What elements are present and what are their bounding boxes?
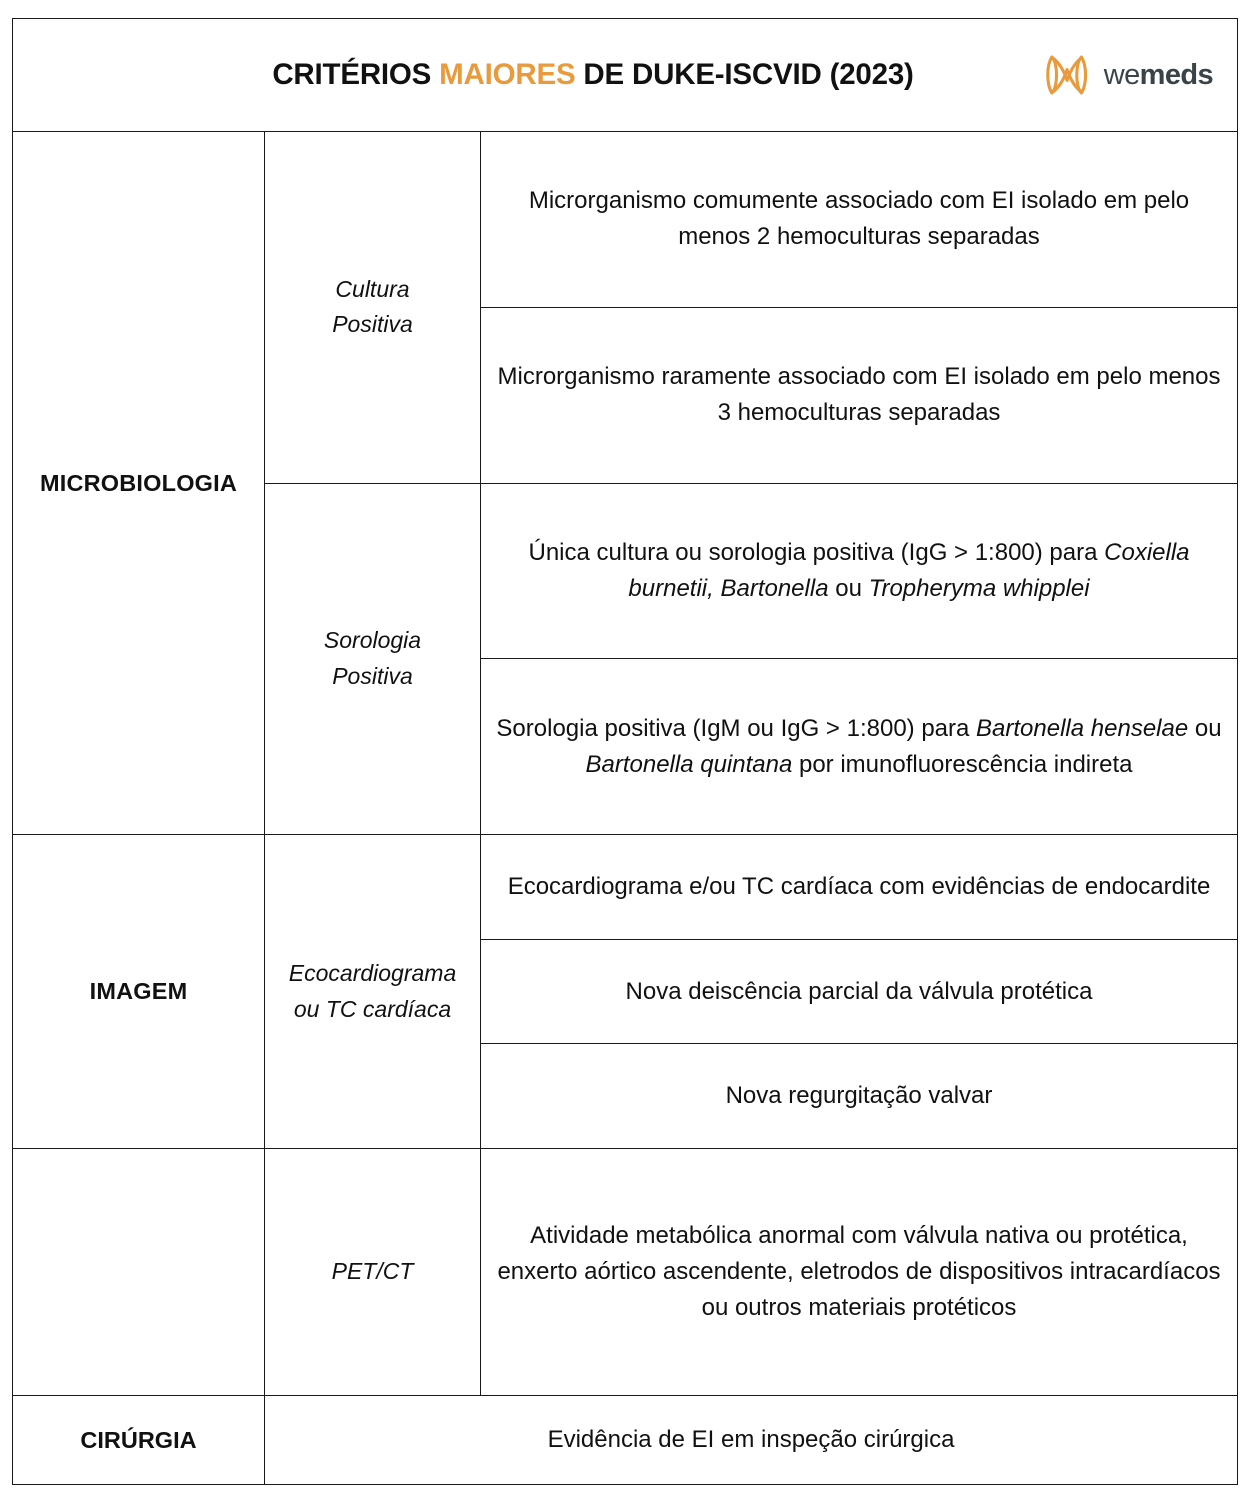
- subgroup-line2: Positiva: [332, 662, 413, 689]
- subgroup-label-cultura-positiva: [265, 132, 481, 484]
- subgroup-line1: Ecocardiograma: [288, 959, 457, 986]
- criterion-cell: Microrganismo raramente associado com EI isolado em pelo menos 3 hemoculturas separadas: [481, 307, 1238, 483]
- group-label-imagem: IMAGEM: [13, 835, 265, 1149]
- table-row: [13, 132, 1238, 308]
- title-before: CRITÉRIOS: [272, 58, 440, 91]
- brand-name-bold: meds: [1139, 58, 1213, 91]
- subgroup-line1: Cultura: [335, 275, 410, 302]
- group-label-empty: [13, 1149, 265, 1396]
- criterion-cell: Única cultura ou sorologia positiva (IgG > 1:800) para Coxiella burnetii, Bartonella ou Tropheryma whipplei: [481, 483, 1238, 659]
- subgroup-line2: Positiva: [332, 311, 413, 338]
- duke-criteria-table: [12, 18, 1238, 1485]
- subgroup-line1: Sorologia: [323, 627, 422, 654]
- criterion-cell: Nova regurgitação valvar: [481, 1044, 1238, 1149]
- title-after: DE DUKE-ISCVID (2023): [575, 58, 914, 91]
- brand-wordmark: [1103, 58, 1213, 91]
- criterion-cell: Nova deiscência parcial da válvula protética: [481, 939, 1238, 1044]
- subgroup-line2: ou TC cardíaca: [293, 995, 452, 1022]
- group-label-cirurgia: CIRÚRGIA: [13, 1396, 265, 1485]
- title-wrap: [23, 27, 1227, 123]
- criterion-cell: Atividade metabólica anormal com válvula nativa ou protética, enxerto aórtico ascendente, eletrodos de dispositivos intracardíacos ou outros materiais protéticos: [481, 1149, 1238, 1396]
- subgroup-label-ecocardiograma: [265, 835, 481, 1149]
- subgroup-label-pet-ct: PET/CT: [265, 1149, 481, 1396]
- title-accent: MAIORES: [439, 58, 576, 91]
- criterion-cell-cirurgia: Evidência de EI em inspeção cirúrgica: [265, 1396, 1238, 1485]
- group-label-microbiologia: MICROBIOLOGIA: [13, 132, 265, 835]
- brand-name-light: we: [1103, 58, 1140, 91]
- criterion-cell: Ecocardiograma e/ou TC cardíaca com evidências de endocardite: [481, 835, 1238, 940]
- criterion-cell: Microrganismo comumente associado com EI isolado em pelo menos 2 hemoculturas separadas: [481, 132, 1238, 308]
- brand-logo: [1041, 48, 1213, 102]
- wemeds-bowtie-icon: [1041, 48, 1095, 102]
- page-title: [272, 58, 913, 92]
- criterion-cell: Sorologia positiva (IgM ou IgG > 1:800) para Bartonella henselae ou Bartonella quintana por imunofluorescência indireta: [481, 659, 1238, 835]
- subgroup-label-sorologia-positiva: [265, 483, 481, 835]
- table-row: [13, 835, 1238, 940]
- table-header-row: [13, 19, 1238, 132]
- title-cell: [13, 19, 1238, 132]
- table-row: [13, 1149, 1238, 1396]
- table-row: [13, 1396, 1238, 1485]
